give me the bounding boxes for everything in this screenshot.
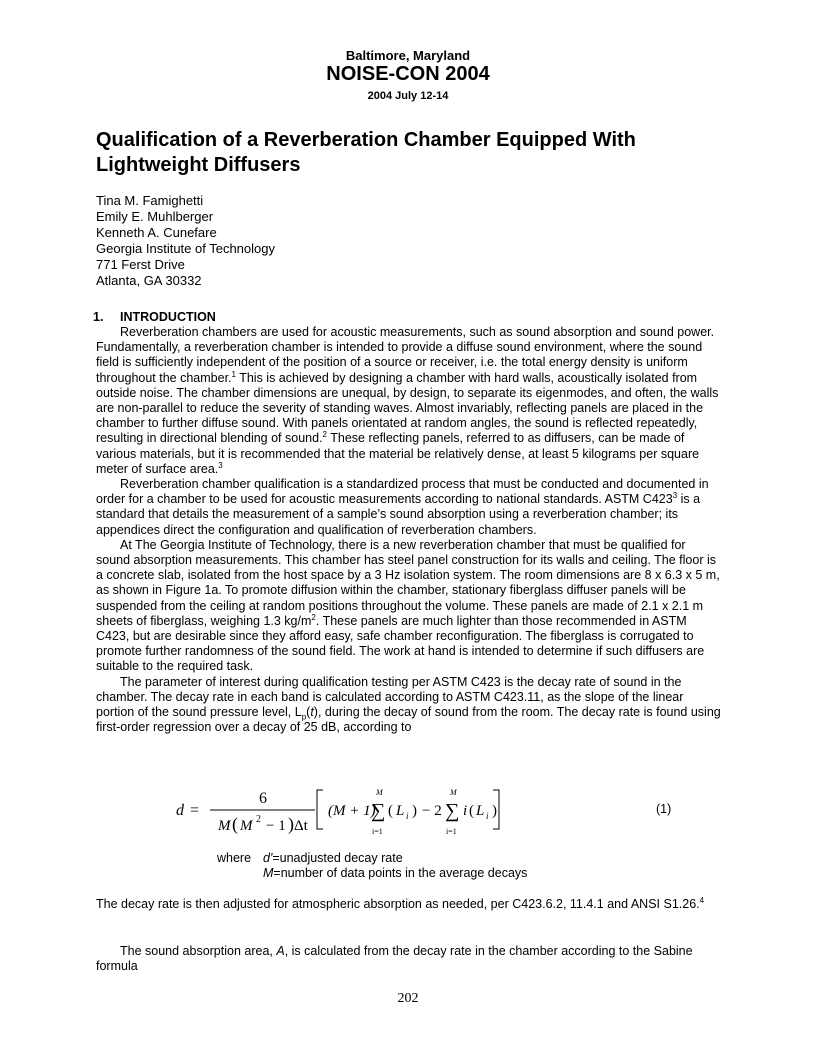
where-block — [217, 851, 527, 881]
author-name: Emily E. Muhlberger — [96, 209, 214, 224]
decay-rate-equation — [170, 782, 590, 838]
conference-date: 2004 July 12-14 — [367, 90, 449, 102]
eq-sum2-i: i — [463, 803, 468, 819]
eq-sum2-L: L — [476, 803, 485, 819]
author-name: Kenneth A. Cunefare — [96, 225, 217, 240]
eq-sum1-paren-open: ( — [388, 803, 393, 819]
eq-sum1-Lsub: i — [406, 811, 409, 821]
eq-term1: (M + 1) — [328, 803, 376, 819]
eq-sum2-paren-open: ( — [469, 803, 474, 819]
section-number: 1. — [93, 310, 104, 324]
paragraph: Reverberation chambers are used for acoustic measurements, such as sound absorption and sound power. Fundamentally, a reverberation chamber is intended to provide a diffuse sound environment, where the sound field is sufficiently independent of the position of a source or receiver, i.e. the total energy density is uniform throughout the chamber.$^1$ This is achieved by designing a chamber with hard walls, acoustically isolated from outside noise. The chamber dimensions are unequal, by design, to separate its eigenmodes, and often, the walls are non-parallel to reduce the severity of standing waves. Almost invariably, reflecting panels are placed in the chamber to further diffuse sound. With panels orientated at random angles, the sound is reflected repeatedly, resulting in directional blending of sound.$^2$ These reflecting panels, referred to as diffusers, can be made of various materials, but it is recommended that the material be relatively dense, at least 5 kilograms per square meter of surface area.$^3$ — [96, 325, 719, 476]
paragraph: At The Georgia Institute of Technology, there is a new reverberation chamber that must be qualified for sound absorption measurements. This chamber has steel panel construction for its walls and ceiling. The floor is a concrete slab, isolated from the host space by a 3 Hz isolation system. The room dimensions are 8 x 6.3 x 5 m, as shown in Figure 1a. To promote diffusion within the chamber, stationary fiberglass diffuser panels will be suspended from the ceiling at random positions throughout the volume. These panels are made of 2.1 x 2.1 m sheets of fiberglass, weighing 1.3 $kg/m^2$. These panels are much lighter than those recommended in ASTM C423, but are desirable since they afford easy, safe chamber reconfiguration. The fiberglass is corrugated to promote further randomness of the sound field. The work at hand is intended to determine if such diffusers are suitable to the required task. — [96, 537, 720, 674]
where-row-d: where d'=unadjusted decay rate — [217, 851, 403, 865]
eq-sum1-paren-close: ) — [412, 803, 417, 819]
eq-den-M: M — [218, 818, 231, 834]
eq-lhs: d — [176, 802, 184, 819]
paragraph: Reverberation chamber qualification is a standardized process that must be conducted and documented in order for a chamber to be used for acoustic measurements according to national standards. ASTM $C423^3$ is a standard that details the measurement of a sample’s sound absorption using a reverberation chamber; its appendices direct the configuration and qualification of reverberation chambers. — [96, 477, 709, 537]
eq-sum1-L: L — [396, 803, 405, 819]
eq-sum2-upper: M — [450, 788, 457, 797]
address-street: 771 Ferst Drive — [96, 257, 185, 272]
author-name: Tina M. Famighetti — [96, 193, 204, 208]
address-city: Atlanta, GA 30332 — [96, 273, 202, 288]
eq-den-paren-close: ) — [288, 814, 294, 834]
paper-title: Qualification of a Reverberation Chamber Equipped With Lightweight Diffusers — [96, 129, 636, 176]
where-row-M: M=number of data points in the average decays — [263, 866, 528, 880]
eq-sum2-paren-close: ) — [492, 803, 497, 819]
eq-equals: = — [190, 802, 200, 819]
conference-location: Baltimore, Maryland — [345, 48, 471, 63]
paragraph-atmospheric: The decay rate is then adjusted for atmospheric absorption as needed, per C423.6.2, 11.4.1 and ANSI S1.26.$^4$ — [96, 896, 705, 911]
eq-bracket-left — [317, 790, 323, 829]
section-title: INTRODUCTION — [120, 310, 216, 324]
eq-numerator: 6 — [259, 790, 267, 807]
eq-sum1-upper: M — [376, 788, 383, 797]
eq-den-paren-open: ( — [232, 814, 238, 834]
author-block — [96, 193, 275, 289]
introduction-body — [96, 325, 721, 735]
page-number: 202 — [397, 991, 419, 1006]
eq-den-dt: Δt — [294, 818, 308, 834]
equation-svg — [170, 782, 590, 838]
eq-sum2-Lsub: i — [486, 811, 489, 821]
affiliation: Georgia Institute of Technology — [96, 241, 275, 256]
eq-sum2-lower: i=1 — [446, 827, 457, 836]
section-heading — [93, 310, 216, 324]
conference-name: NOISE-CON 2004 — [326, 63, 490, 85]
eq-den-exp: 2 — [256, 814, 261, 825]
equation-number: (1) — [656, 802, 672, 816]
eq-den-M2: M — [240, 818, 253, 834]
paragraph: The parameter of interest during qualification testing per ASTM C423 is the decay rate of sound in the chamber. The decay rate in each band is calculated according to ASTM C423.11, as the slope of the linear portion of the sound pressure level, $L_p(t)$, during the decay of sound from the room. The decay rate is found using first-order regression over a decay of 25 dB, according to — [96, 674, 721, 735]
paragraph-sabine: The sound absorption area, A, is calculated from the decay rate in the chamber according to the Sabine formula — [96, 944, 693, 974]
eq-den-minus1: − 1 — [266, 818, 286, 834]
eq-minus2: − 2 — [422, 803, 442, 819]
eq-sum1-lower: i=1 — [372, 827, 383, 836]
eq-sum2-sigma: ∑ — [445, 800, 460, 822]
eq-sum1-sigma: ∑ — [371, 800, 386, 822]
